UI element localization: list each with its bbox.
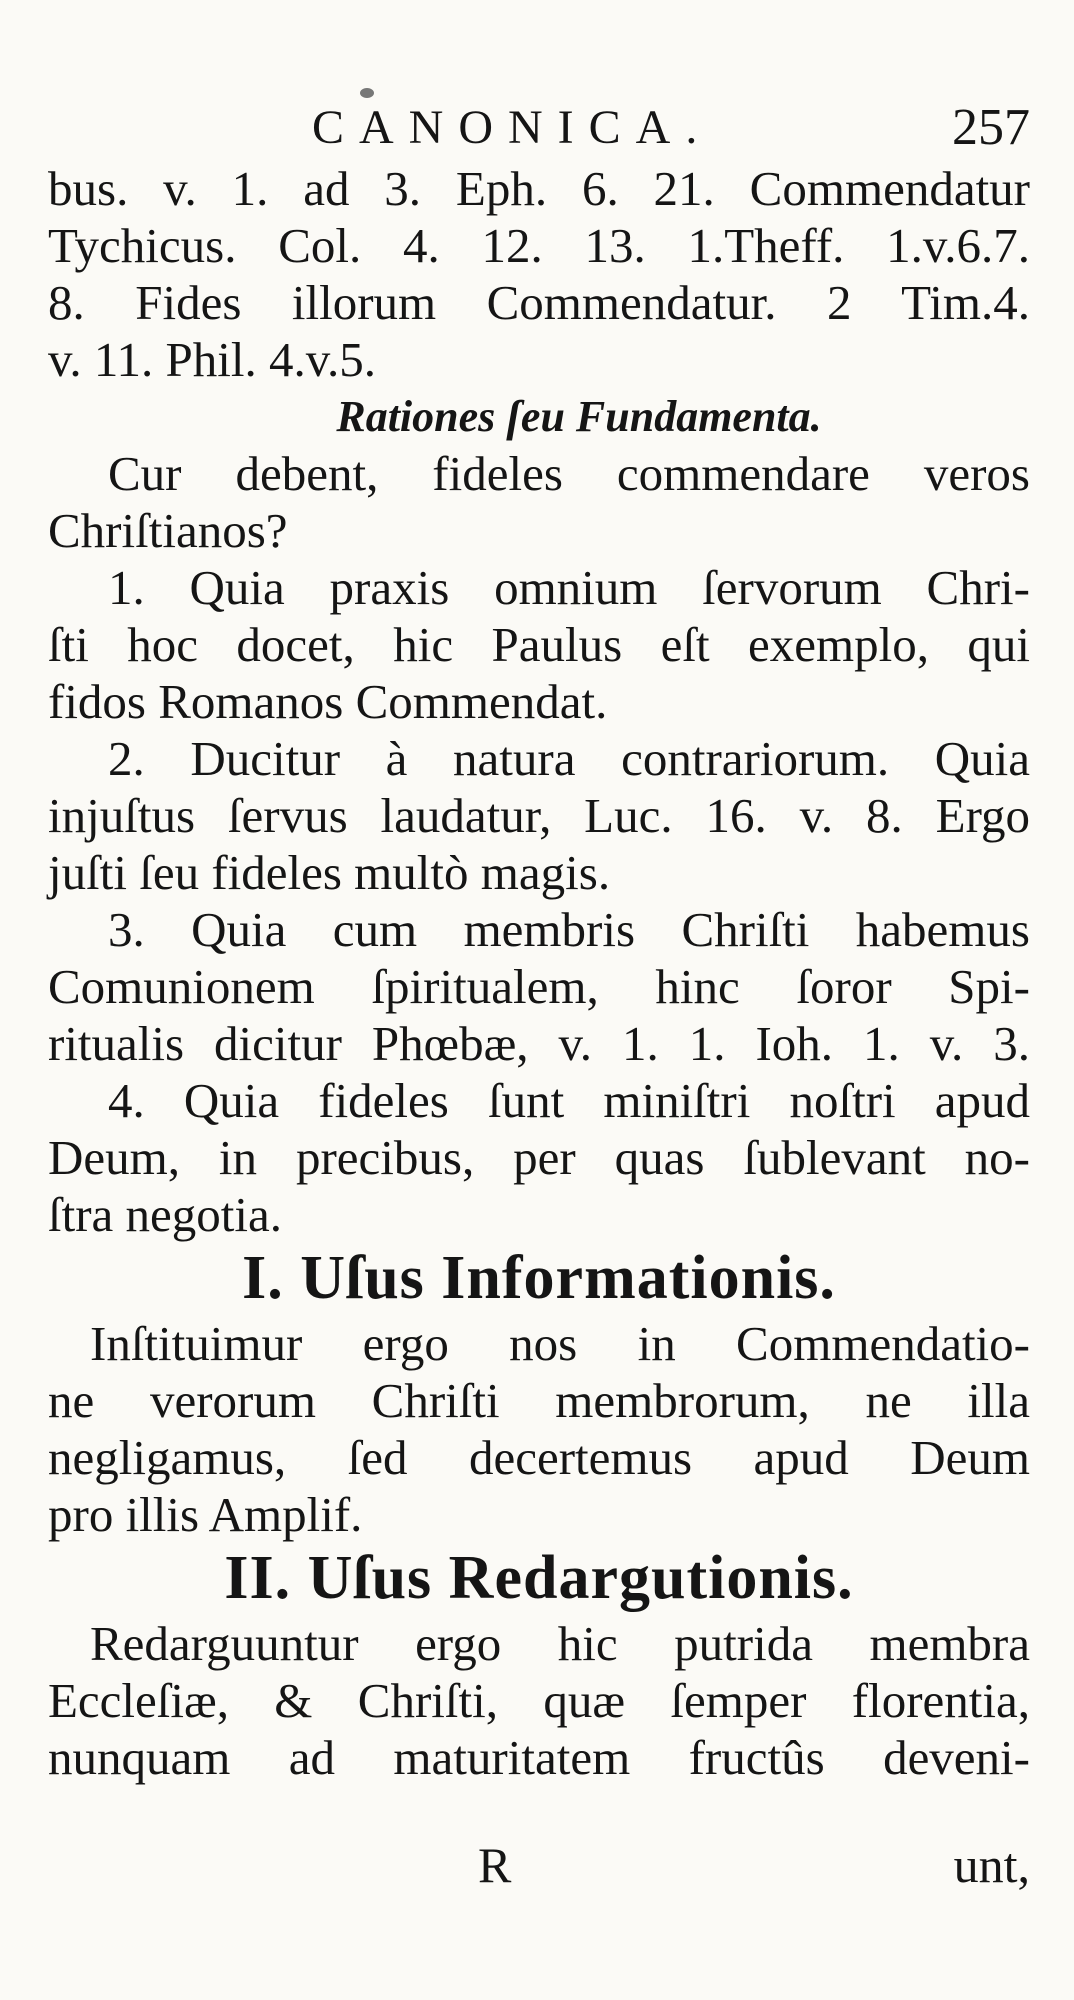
- catchword: unt,: [953, 1837, 1030, 1893]
- text-line: 1. Quia praxis omnium ſervorum Chri-: [108, 560, 1030, 615]
- text-line: 4. Quia fideles ſunt miniſtri noſtri apud: [108, 1073, 1030, 1128]
- text-line: Tychicus. Col. 4. 12. 13. 1.Theff. 1.v.6.7.: [48, 218, 1030, 273]
- header-ornament: [360, 88, 374, 98]
- text-line: Redarguuntur ergo hic putrida membra: [90, 1616, 1030, 1671]
- text-line: bus. v. 1. ad 3. Eph. 6. 21. Commendatur: [48, 161, 1030, 216]
- page-header: [50, 98, 1030, 158]
- text-line: Eccleſiæ, & Chriſti, quæ ſemper florentia,: [48, 1673, 1030, 1728]
- text-line: juſti ſeu fideles multò magis.: [48, 845, 611, 900]
- text-line: ſtra negotia.: [48, 1187, 283, 1242]
- text-line: ne verorum Chriſti membrorum, ne illa: [48, 1373, 1030, 1428]
- text-line: injuſtus ſervus laudatur, Luc. 16. v. 8. Ergo: [48, 788, 1030, 843]
- question-line: Chriſtianos?: [48, 503, 288, 558]
- text-line: 8. Fides illorum Commendatur. 2 Tim.4.: [48, 275, 1030, 330]
- text-line: negligamus, ſed decertemus apud Deum: [48, 1430, 1030, 1485]
- text-line: Inſtituimur ergo nos in Commendatio-: [90, 1316, 1030, 1371]
- text-line: nunquam ad maturitatem fructûs deveni-: [48, 1730, 1030, 1785]
- text-line: Deum, in precibus, per quas ſublevant no-: [48, 1130, 1030, 1185]
- section-subheading: Rationes ſeu Fundamenta.: [336, 392, 822, 441]
- page-body: [48, 160, 1030, 1786]
- text-line: ſti hoc docet, hic Paulus eſt exemplo, qui: [48, 617, 1030, 672]
- text-line: ritualis dicitur Phœbæ, v. 1. 1. Ioh. 1. v. 3.: [48, 1016, 1030, 1071]
- text-line: pro illis Amplif.: [48, 1487, 363, 1542]
- page-number: 257: [952, 99, 1030, 156]
- section-heading-redargutionis: II. Uſus Redargutionis.: [224, 1544, 854, 1612]
- text-line: 3. Quia cum membris Chriſti habemus: [108, 902, 1030, 957]
- running-title: CANONICA.: [312, 101, 713, 154]
- section-heading-informationis: I. Uſus Informationis.: [242, 1244, 836, 1312]
- text-line: fidos Romanos Commendat.: [48, 674, 608, 729]
- page-footer: [48, 1835, 1030, 1895]
- question-line: Cur debent, fideles commendare veros: [108, 446, 1030, 501]
- signature-mark: R: [478, 1837, 512, 1893]
- text-line: v. 11. Phil. 4.v.5.: [48, 332, 377, 387]
- text-line: 2. Ducitur à natura contrariorum. Quia: [108, 731, 1030, 786]
- text-line: Comunionem ſpiritualem, hinc ſoror Spi-: [48, 959, 1030, 1014]
